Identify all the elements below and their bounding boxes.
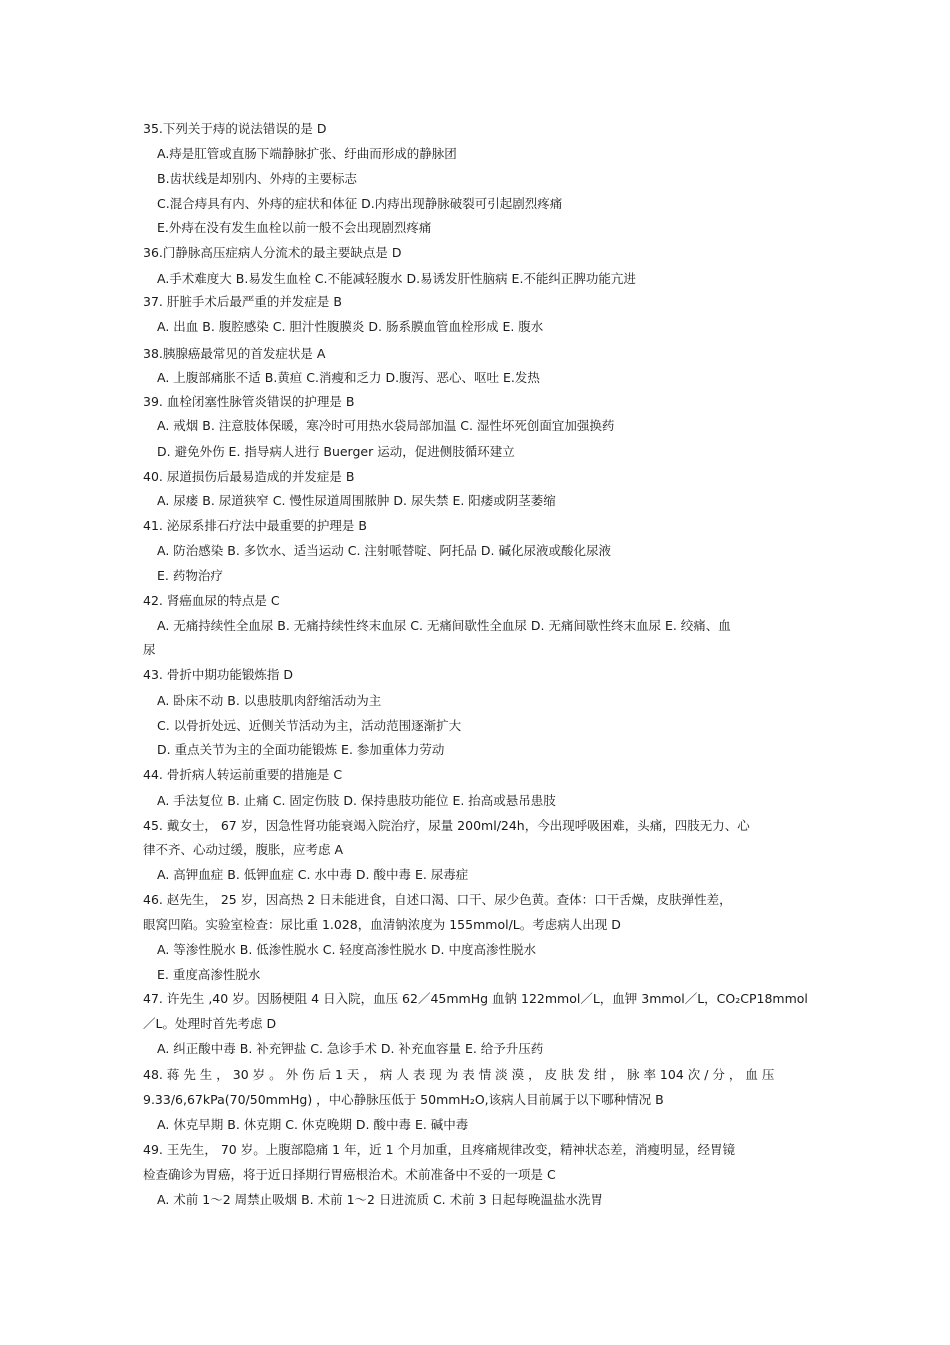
- text-line: A.手术难度大 B.易发生血栓 C.不能减轻腹水 D.易诱发肝性脑病 E.不能纠正脾功能亢进: [157, 271, 636, 286]
- text-line: D. 重点关节为主的全面功能锻炼 E. 参加重体力劳动: [157, 742, 445, 757]
- text-line: 45. 戴女士， 67 岁，因急性肾功能衰竭入院治疗，尿量 200ml/24h，今出现呼吸困难，头痛，四肢无力、心: [143, 818, 750, 833]
- text-line: 眼窝凹陷。实验室检查：尿比重 1.028，血清钠浓度为 155mmol/L。考虑病人出现 D: [143, 917, 621, 932]
- text-line: A. 等渗性脱水 B. 低渗性脱水 C. 轻度高渗性脱水 D. 中度高渗性脱水: [157, 942, 536, 957]
- text-line: A. 尿瘘 B. 尿道狭窄 C. 慢性尿道周围脓肿 D. 尿失禁 E. 阳痿或阴茎萎缩: [157, 493, 556, 508]
- text-line: 49. 王先生， 70 岁。上腹部隐痛 1 年，近 1 个月加重，且疼痛规律改变，精神状态差，消瘦明显，经胃镜: [143, 1142, 736, 1157]
- text-line: A. 纠正酸中毒 B. 补充钾盐 C. 急诊手术 D. 补充血容量 E. 给予升压药: [157, 1041, 544, 1056]
- text-line: 44. 骨折病人转运前重要的措施是 C: [143, 767, 343, 782]
- text-line: C.混合痔具有内、外痔的症状和体征 D.内痔出现静脉破裂可引起剧烈疼痛: [157, 196, 563, 211]
- text-line: 律不齐、心动过缓，腹胀，应考虑 A: [143, 842, 344, 857]
- text-line: A. 防治感染 B. 多饮水、适当运动 C. 注射哌替啶、阿托品 D. 碱化尿液或酸化尿液: [157, 543, 611, 558]
- text-line: 41. 泌尿系排石疗法中最重要的护理是 B: [143, 518, 367, 533]
- text-line: 43. 骨折中期功能锻炼指 D: [143, 667, 293, 682]
- text-line: E. 药物治疗: [157, 568, 223, 583]
- text-line: A. 卧床不动 B. 以患肢肌肉舒缩活动为主: [157, 693, 382, 708]
- text-line: C. 以骨折处远、近侧关节活动为主，活动范围逐渐扩大: [157, 718, 462, 733]
- text-line: 9.33/6,67kPa(70/50mmHg) ，中心静脉压低于 50mmH₂O,该病人目前属于以下哪种情况 B: [143, 1092, 664, 1107]
- text-line: E. 重度高渗性脱水: [157, 967, 261, 982]
- text-line: 48. 蒋 先 生 ， 30 岁 。 外 伤 后 1 天 ， 病 人 表 现 为 表 情 淡 漠 ， 皮 肤 发 绀 ， 脉 率 104 次 / 分 ， 血 压: [143, 1067, 775, 1082]
- text-line: A. 上腹部痛胀不适 B.黄疸 C.消瘦和乏力 D.腹泻、恶心、呕吐 E.发热: [157, 370, 540, 385]
- text-line: 42. 肾癌血尿的特点是 C: [143, 593, 280, 608]
- text-line: 37. 肝脏手术后最严重的并发症是 B: [143, 294, 342, 309]
- text-line: 40. 尿道损伤后最易造成的并发症是 B: [143, 469, 355, 484]
- text-line: D. 避免外伤 E. 指导病人进行 Buerger 运动，促进侧肢循环建立: [157, 444, 515, 459]
- text-line: 39. 血栓闭塞性脉管炎错误的护理是 B: [143, 394, 355, 409]
- text-line: A. 休克早期 B. 休克期 C. 休克晚期 D. 酸中毒 E. 碱中毒: [157, 1117, 469, 1132]
- text-line: 尿: [143, 642, 156, 657]
- text-line: 检查确诊为胃癌，将于近日择期行胃癌根治术。术前准备中不妥的一项是 C: [143, 1167, 556, 1182]
- text-line: 35.下列关于痔的说法错误的是 D: [143, 121, 327, 136]
- text-line: 46. 赵先生， 25 岁，因高热 2 日未能进食，自述口渴、口干、尿少色黄。查体：口干舌燥，皮肤弹性差，: [143, 892, 732, 907]
- text-line: 36.门静脉高压症病人分流术的最主要缺点是 D: [143, 245, 402, 260]
- text-line: ／L。处理时首先考虑 D: [143, 1016, 277, 1031]
- text-line: A. 戒烟 B. 注意肢体保暖，寒冷时可用热水袋局部加温 C. 湿性坏死创面宜加强换药: [157, 418, 615, 433]
- text-line: E.外痔在没有发生血栓以前一般不会出现剧烈疼痛: [157, 220, 432, 235]
- text-line: A. 术前 1～2 周禁止吸烟 B. 术前 1～2 日进流质 C. 术前 3 日起每晚温盐水洗胃: [157, 1192, 604, 1207]
- text-line: A. 出血 B. 腹腔感染 C. 胆汁性腹膜炎 D. 肠系膜血管血栓形成 E. 腹水: [157, 319, 544, 334]
- text-line: 38.胰腺癌最常见的首发症状是 A: [143, 346, 326, 361]
- text-line: A. 手法复位 B. 止痛 C. 固定伤肢 D. 保持患肢功能位 E. 抬高或悬吊患肢: [157, 793, 556, 808]
- text-line: A.痔是肛管或直肠下端静脉扩张、纡曲而形成的静脉团: [157, 146, 457, 161]
- text-line: A. 高钾血症 B. 低钾血症 C. 水中毒 D. 酸中毒 E. 尿毒症: [157, 867, 469, 882]
- text-line: A. 无痛持续性全血尿 B. 无痛持续性终末血尿 C. 无痛间歇性全血尿 D. 无痛间歇性终末血尿 E. 绞痛、血: [157, 618, 731, 633]
- text-line: 47. 许先生 ,40 岁。因肠梗阻 4 日入院，血压 62／45mmHg 血钠 122mmol／L，血钾 3mmol／L，CO₂CP18mmol: [143, 991, 808, 1006]
- text-line: B.齿状线是却别内、外痔的主要标志: [157, 171, 358, 186]
